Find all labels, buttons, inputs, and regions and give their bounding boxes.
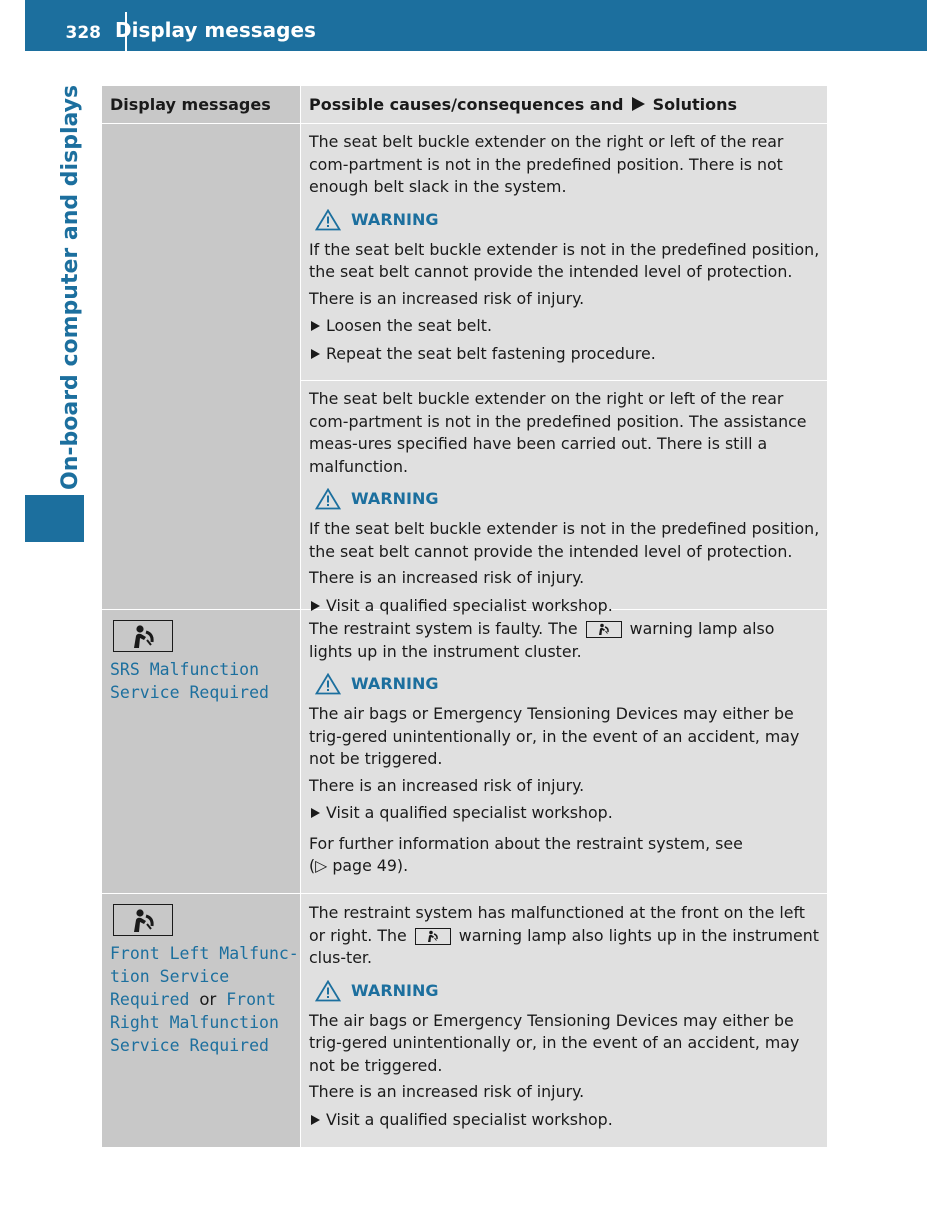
restraint-lamp-icon-box xyxy=(113,620,173,652)
message-part: Required xyxy=(110,990,190,1009)
risk-text: There is an increased risk of injury. xyxy=(309,775,585,795)
row1-block2 xyxy=(309,388,821,617)
warning-text: The air bags or Emergency Tensioning Devices may either be trig-gered unintentionally or, in the event of an accident, may not be triggered. xyxy=(309,1010,800,1075)
airbag-warning-lamp-icon xyxy=(595,622,613,636)
cause-text-part: The restraint system is faulty. The xyxy=(309,619,578,638)
front-malfunction-message xyxy=(110,942,300,1057)
further-info-text: For further information about the restraint system, see xyxy=(309,833,743,853)
message-line: Service Required xyxy=(110,683,269,702)
warning-triangle-icon xyxy=(315,673,341,695)
solution-step: Loosen the seat belt. xyxy=(309,315,821,338)
warning-label: WARNING xyxy=(351,209,439,229)
message-line: Right Malfunction xyxy=(110,1013,279,1032)
page-reference-link[interactable]: (▷ page 49). xyxy=(309,856,409,875)
inline-lamp-icon-box xyxy=(586,621,622,638)
airbag-warning-lamp-icon xyxy=(424,929,442,943)
row2-block xyxy=(309,618,821,878)
block-divider xyxy=(301,380,827,381)
airbag-warning-lamp-icon xyxy=(127,622,161,650)
cause-text-part: warning lamp also lights up in the instrument clus-ter. xyxy=(309,925,819,967)
warning-triangle-icon xyxy=(315,488,341,510)
warning-text: If the seat belt buckle extender is not in the predefined position, the seat belt cannot provide the intended level of protection. xyxy=(309,239,820,281)
warning-triangle-icon xyxy=(315,209,341,231)
solution-step: Repeat the seat belt fastening procedure. xyxy=(309,343,821,366)
inline-lamp-icon-box xyxy=(415,928,451,945)
cause-text-part: warning lamp also lights up in the instrument cluster. xyxy=(309,619,775,661)
cause-text: The seat belt buckle extender on the right or left of the rear com-partment is not in the predefined position. There is not enough belt slack in the system. xyxy=(309,132,784,196)
message-line: tion Service xyxy=(110,967,230,986)
warning-text: If the seat belt buckle extender is not in the predefined position, the seat belt cannot provide the intended level of protection. xyxy=(309,519,820,561)
chapter-tab-marker xyxy=(25,495,84,542)
spacer xyxy=(309,825,821,833)
warning-heading xyxy=(315,209,821,231)
chapter-side-label: On-board computer and displays xyxy=(58,84,83,490)
restraint-lamp-icon-box xyxy=(113,904,173,936)
solution-step: Visit a qualified specialist workshop. xyxy=(309,595,821,618)
column-header-causes-text: Possible causes/consequences and xyxy=(309,95,624,114)
cause-text: The seat belt buckle extender on the right or left of the rear com-partment is not in the predefined position. The assistance meas-ures specified have been carried out. There is still a malfunction. xyxy=(309,389,807,476)
message-part: Front xyxy=(226,990,276,1009)
risk-text: There is an increased risk of injury. xyxy=(309,288,585,308)
column-header-messages: Display messages xyxy=(110,95,271,114)
message-line xyxy=(110,988,300,1011)
solution-step: Visit a qualified specialist workshop. xyxy=(309,1109,821,1132)
column-header-solutions xyxy=(309,86,737,123)
page-title: Display messages xyxy=(115,18,316,42)
solution-step: Visit a qualified specialist workshop. xyxy=(309,802,821,825)
message-line: SRS Malfunction xyxy=(110,660,260,679)
message-line: Front Left Malfunc- xyxy=(110,944,299,963)
play-arrow-icon xyxy=(631,97,645,111)
page-header xyxy=(25,0,927,51)
page-number: 328 xyxy=(65,23,101,43)
risk-text: There is an increased risk of injury. xyxy=(309,1082,585,1101)
warning-label: WARNING xyxy=(351,489,439,508)
display-messages-table xyxy=(102,86,827,1147)
row1-block1 xyxy=(309,131,821,365)
srs-malfunction-message xyxy=(110,658,300,704)
cause-text xyxy=(309,618,821,663)
risk-text: There is an increased risk of injury. xyxy=(309,568,585,587)
column-header-solutions-text: Solutions xyxy=(652,95,738,114)
cause-text-part: The restraint system has malfunctioned at the front on the left or right. The xyxy=(309,903,805,945)
warning-heading xyxy=(315,673,821,695)
airbag-warning-lamp-icon xyxy=(127,906,161,934)
warning-label: WARNING xyxy=(351,674,439,693)
cause-text xyxy=(309,902,821,970)
warning-heading xyxy=(315,980,821,1002)
warning-text: The air bags or Emergency Tensioning Devices may either be trig-gered unintentionally or, in the event of an accident, may not be triggered. xyxy=(309,704,800,768)
warning-label: WARNING xyxy=(351,980,439,1000)
message-line: Service Required xyxy=(110,1036,269,1055)
warning-heading xyxy=(315,488,821,510)
message-or: or xyxy=(199,990,217,1009)
row3-block xyxy=(309,902,821,1131)
row-divider xyxy=(102,893,827,894)
row-divider xyxy=(102,123,827,124)
warning-triangle-icon xyxy=(315,980,341,1002)
